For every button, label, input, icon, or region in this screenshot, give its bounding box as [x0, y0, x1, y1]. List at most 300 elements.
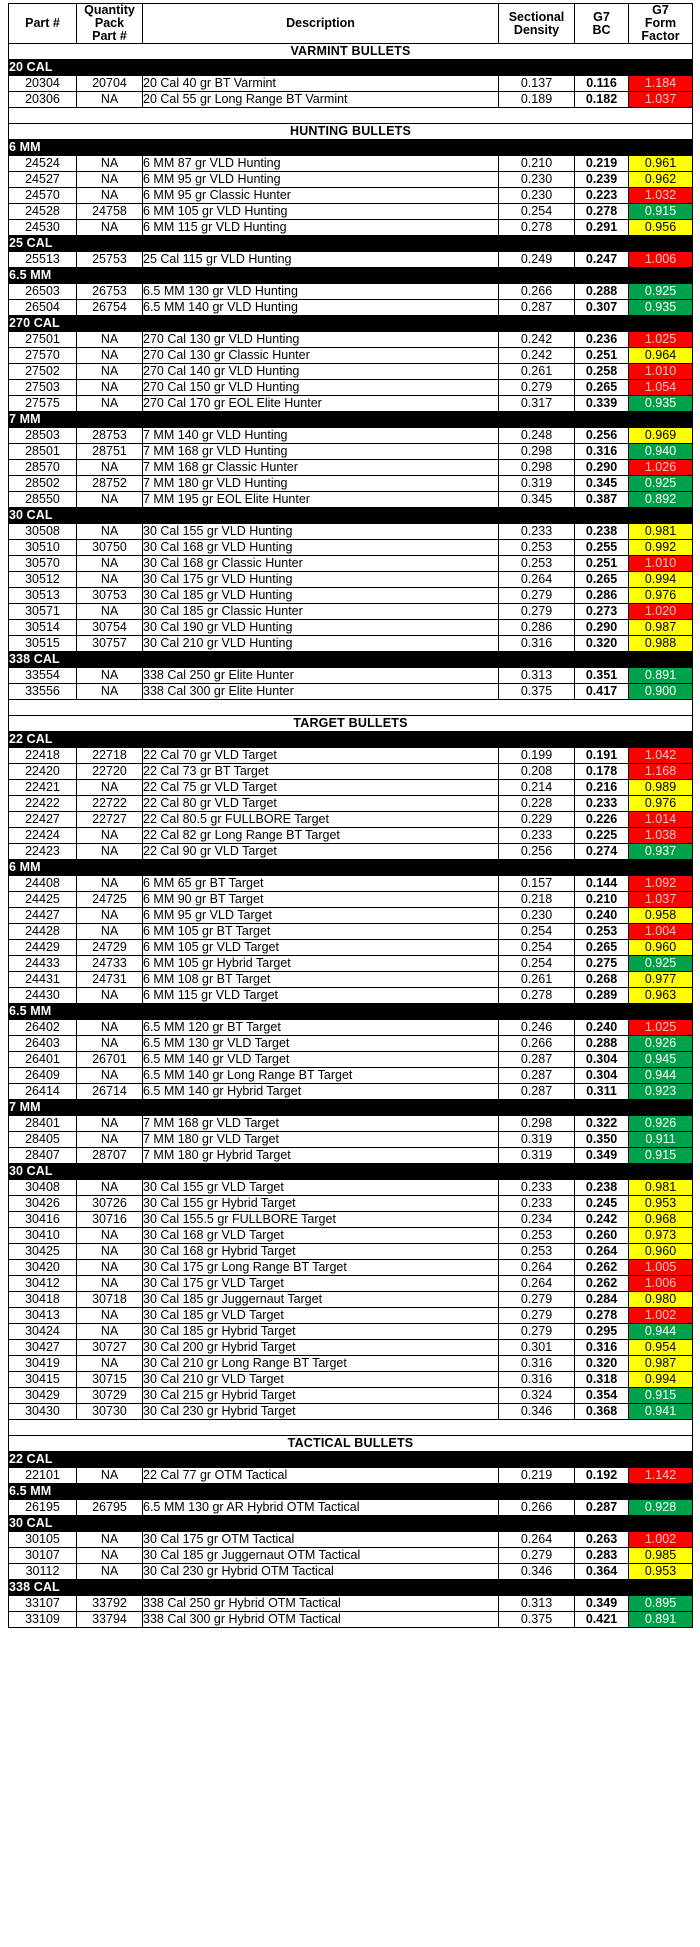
- cell-quantity-pack-part-number: 22722: [77, 796, 143, 812]
- cell-sectional-density: 0.234: [499, 1212, 575, 1228]
- cell-description: 6 MM 115 gr VLD Hunting: [143, 220, 499, 236]
- table-row: [9, 1180, 693, 1196]
- cell-quantity-pack-part-number: NA: [77, 828, 143, 844]
- cell-sectional-density: 0.264: [499, 1260, 575, 1276]
- cell-quantity-pack-part-number: NA: [77, 1132, 143, 1148]
- table-row: [9, 396, 693, 412]
- cell-description: 7 MM 140 gr VLD Hunting: [143, 428, 499, 444]
- cell-g7-bc: 0.265: [575, 572, 629, 588]
- cell-g7-form-factor: 0.961: [629, 156, 693, 172]
- cell-quantity-pack-part-number: NA: [77, 668, 143, 684]
- cell-g7-bc: 0.290: [575, 460, 629, 476]
- table-row: [9, 1116, 693, 1132]
- cell-sectional-density: 0.229: [499, 812, 575, 828]
- cell-g7-form-factor: 0.987: [629, 620, 693, 636]
- caliber-header-label: 6.5 MM: [9, 1004, 693, 1020]
- cell-g7-form-factor: 0.988: [629, 636, 693, 652]
- cell-quantity-pack-part-number: NA: [77, 364, 143, 380]
- cell-part-number: 33107: [9, 1596, 77, 1612]
- cell-description: 22 Cal 73 gr BT Target: [143, 764, 499, 780]
- cell-part-number: 26503: [9, 284, 77, 300]
- cell-part-number: 24428: [9, 924, 77, 940]
- cell-sectional-density: 0.208: [499, 764, 575, 780]
- cell-sectional-density: 0.278: [499, 220, 575, 236]
- cell-g7-form-factor: 0.935: [629, 300, 693, 316]
- cell-sectional-density: 0.316: [499, 1356, 575, 1372]
- cell-description: 30 Cal 175 gr Long Range BT Target: [143, 1260, 499, 1276]
- cell-quantity-pack-part-number: NA: [77, 1532, 143, 1548]
- cell-g7-bc: 0.238: [575, 524, 629, 540]
- cell-quantity-pack-part-number: 26701: [77, 1052, 143, 1068]
- cell-g7-form-factor: 1.168: [629, 764, 693, 780]
- cell-g7-bc: 0.283: [575, 1548, 629, 1564]
- cell-description: 6 MM 115 gr VLD Target: [143, 988, 499, 1004]
- cell-part-number: 28502: [9, 476, 77, 492]
- cell-part-number: 30426: [9, 1196, 77, 1212]
- cell-description: 7 MM 168 gr VLD Target: [143, 1116, 499, 1132]
- table-row: [9, 1244, 693, 1260]
- cell-quantity-pack-part-number: NA: [77, 188, 143, 204]
- cell-description: 270 Cal 170 gr EOL Elite Hunter: [143, 396, 499, 412]
- cell-part-number: 24433: [9, 956, 77, 972]
- cell-g7-bc: 0.350: [575, 1132, 629, 1148]
- cell-g7-bc: 0.256: [575, 428, 629, 444]
- caliber-header-label: 20 CAL: [9, 60, 693, 76]
- cell-part-number: 30107: [9, 1548, 77, 1564]
- caliber-header-label: 338 CAL: [9, 1580, 693, 1596]
- cell-g7-form-factor: 0.989: [629, 780, 693, 796]
- cell-quantity-pack-part-number: 30750: [77, 540, 143, 556]
- table-row: [9, 620, 693, 636]
- cell-sectional-density: 0.233: [499, 828, 575, 844]
- cell-quantity-pack-part-number: 26754: [77, 300, 143, 316]
- cell-g7-form-factor: 0.994: [629, 1372, 693, 1388]
- cell-sectional-density: 0.298: [499, 1116, 575, 1132]
- cell-quantity-pack-part-number: 30726: [77, 1196, 143, 1212]
- cell-g7-bc: 0.284: [575, 1292, 629, 1308]
- table-row: [9, 684, 693, 700]
- table-row: [9, 924, 693, 940]
- table-row: [9, 380, 693, 396]
- cell-g7-bc: 0.291: [575, 220, 629, 236]
- cell-g7-form-factor: 1.038: [629, 828, 693, 844]
- cell-sectional-density: 0.157: [499, 876, 575, 892]
- cell-sectional-density: 0.279: [499, 604, 575, 620]
- cell-sectional-density: 0.346: [499, 1404, 575, 1420]
- caliber-header-label: 6.5 MM: [9, 1484, 693, 1500]
- cell-g7-form-factor: 1.026: [629, 460, 693, 476]
- table-row: [9, 972, 693, 988]
- cell-part-number: 33109: [9, 1612, 77, 1628]
- cell-g7-form-factor: 0.987: [629, 1356, 693, 1372]
- cell-part-number: 24524: [9, 156, 77, 172]
- cell-sectional-density: 0.279: [499, 1308, 575, 1324]
- caliber-header-row: [9, 1516, 693, 1532]
- cell-part-number: 22422: [9, 796, 77, 812]
- cell-quantity-pack-part-number: 22718: [77, 748, 143, 764]
- cell-g7-form-factor: 1.037: [629, 892, 693, 908]
- caliber-header-row: [9, 268, 693, 284]
- table-row: [9, 1308, 693, 1324]
- caliber-header-label: 7 MM: [9, 1100, 693, 1116]
- cell-part-number: 30413: [9, 1308, 77, 1324]
- cell-quantity-pack-part-number: NA: [77, 1260, 143, 1276]
- table-row: [9, 892, 693, 908]
- table-row: [9, 524, 693, 540]
- cell-part-number: 24528: [9, 204, 77, 220]
- caliber-header-row: [9, 140, 693, 156]
- cell-g7-bc: 0.191: [575, 748, 629, 764]
- cell-quantity-pack-part-number: NA: [77, 1564, 143, 1580]
- cell-sectional-density: 0.324: [499, 1388, 575, 1404]
- caliber-header-label: 338 CAL: [9, 652, 693, 668]
- cell-g7-form-factor: 1.002: [629, 1308, 693, 1324]
- cell-description: 338 Cal 300 gr Hybrid OTM Tactical: [143, 1612, 499, 1628]
- cell-part-number: 22418: [9, 748, 77, 764]
- caliber-header-label: 7 MM: [9, 412, 693, 428]
- cell-sectional-density: 0.230: [499, 188, 575, 204]
- cell-g7-form-factor: 0.895: [629, 1596, 693, 1612]
- table-row: [9, 364, 693, 380]
- cell-description: 30 Cal 185 gr Juggernaut Target: [143, 1292, 499, 1308]
- cell-sectional-density: 0.287: [499, 1084, 575, 1100]
- cell-part-number: 20306: [9, 92, 77, 108]
- table-row: [9, 764, 693, 780]
- cell-description: 7 MM 180 gr Hybrid Target: [143, 1148, 499, 1164]
- cell-part-number: 33554: [9, 668, 77, 684]
- table-row: [9, 780, 693, 796]
- cell-part-number: 30416: [9, 1212, 77, 1228]
- cell-g7-bc: 0.307: [575, 300, 629, 316]
- cell-sectional-density: 0.279: [499, 1292, 575, 1308]
- cell-part-number: 24427: [9, 908, 77, 924]
- cell-g7-form-factor: 0.900: [629, 684, 693, 700]
- cell-description: 6 MM 95 gr VLD Hunting: [143, 172, 499, 188]
- cell-description: 270 Cal 130 gr Classic Hunter: [143, 348, 499, 364]
- cell-sectional-density: 0.279: [499, 380, 575, 396]
- cell-g7-form-factor: 1.002: [629, 1532, 693, 1548]
- table-row: [9, 876, 693, 892]
- cell-sectional-density: 0.189: [499, 92, 575, 108]
- cell-quantity-pack-part-number: NA: [77, 524, 143, 540]
- cell-part-number: 24570: [9, 188, 77, 204]
- cell-description: 338 Cal 300 gr Elite Hunter: [143, 684, 499, 700]
- cell-g7-bc: 0.192: [575, 1468, 629, 1484]
- cell-description: 30 Cal 175 gr VLD Target: [143, 1276, 499, 1292]
- cell-sectional-density: 0.316: [499, 636, 575, 652]
- cell-quantity-pack-part-number: 24731: [77, 972, 143, 988]
- cell-sectional-density: 0.375: [499, 1612, 575, 1628]
- cell-quantity-pack-part-number: 30729: [77, 1388, 143, 1404]
- cell-g7-form-factor: 0.973: [629, 1228, 693, 1244]
- cell-g7-form-factor: 1.010: [629, 556, 693, 572]
- cell-description: 30 Cal 190 gr VLD Hunting: [143, 620, 499, 636]
- cell-part-number: 28401: [9, 1116, 77, 1132]
- cell-quantity-pack-part-number: NA: [77, 604, 143, 620]
- cell-description: 22 Cal 70 gr VLD Target: [143, 748, 499, 764]
- cell-sectional-density: 0.218: [499, 892, 575, 908]
- cell-g7-form-factor: 1.005: [629, 1260, 693, 1276]
- cell-sectional-density: 0.233: [499, 1196, 575, 1212]
- cell-description: 6 MM 95 gr VLD Target: [143, 908, 499, 924]
- cell-g7-form-factor: 0.963: [629, 988, 693, 1004]
- cell-g7-bc: 0.288: [575, 284, 629, 300]
- cell-sectional-density: 0.266: [499, 1036, 575, 1052]
- cell-sectional-density: 0.287: [499, 300, 575, 316]
- table-row: [9, 1228, 693, 1244]
- caliber-header-label: 22 CAL: [9, 1452, 693, 1468]
- cell-g7-bc: 0.178: [575, 764, 629, 780]
- caliber-header-row: [9, 1100, 693, 1116]
- table-row: [9, 828, 693, 844]
- cell-g7-bc: 0.387: [575, 492, 629, 508]
- cell-part-number: 30424: [9, 1324, 77, 1340]
- cell-sectional-density: 0.279: [499, 1548, 575, 1564]
- cell-quantity-pack-part-number: NA: [77, 1068, 143, 1084]
- table-row: [9, 476, 693, 492]
- cell-part-number: 30571: [9, 604, 77, 620]
- table-row: [9, 1564, 693, 1580]
- cell-quantity-pack-part-number: 30718: [77, 1292, 143, 1308]
- cell-g7-bc: 0.351: [575, 668, 629, 684]
- cell-g7-bc: 0.144: [575, 876, 629, 892]
- cell-quantity-pack-part-number: 25753: [77, 252, 143, 268]
- table-row: [9, 540, 693, 556]
- cell-description: 22 Cal 80 gr VLD Target: [143, 796, 499, 812]
- cell-part-number: 30408: [9, 1180, 77, 1196]
- cell-quantity-pack-part-number: 30727: [77, 1340, 143, 1356]
- cell-part-number: 27503: [9, 380, 77, 396]
- cell-description: 6 MM 87 gr VLD Hunting: [143, 156, 499, 172]
- table-row: [9, 172, 693, 188]
- cell-quantity-pack-part-number: 28751: [77, 444, 143, 460]
- cell-g7-form-factor: 1.006: [629, 252, 693, 268]
- cell-description: 30 Cal 168 gr Hybrid Target: [143, 1244, 499, 1260]
- cell-g7-bc: 0.182: [575, 92, 629, 108]
- cell-sectional-density: 0.254: [499, 940, 575, 956]
- cell-description: 30 Cal 155 gr Hybrid Target: [143, 1196, 499, 1212]
- cell-g7-form-factor: 0.925: [629, 476, 693, 492]
- table-row: [9, 156, 693, 172]
- cell-description: 6 MM 108 gr BT Target: [143, 972, 499, 988]
- cell-description: 30 Cal 230 gr Hybrid OTM Tactical: [143, 1564, 499, 1580]
- table-body: [9, 44, 693, 1628]
- cell-part-number: 28501: [9, 444, 77, 460]
- cell-quantity-pack-part-number: NA: [77, 348, 143, 364]
- cell-g7-bc: 0.295: [575, 1324, 629, 1340]
- cell-g7-form-factor: 0.953: [629, 1564, 693, 1580]
- cell-g7-form-factor: 1.037: [629, 92, 693, 108]
- cell-g7-bc: 0.316: [575, 1340, 629, 1356]
- cell-description: 20 Cal 55 gr Long Range BT Varmint: [143, 92, 499, 108]
- cell-part-number: 22423: [9, 844, 77, 860]
- cell-g7-form-factor: 1.004: [629, 924, 693, 940]
- caliber-header-row: [9, 1484, 693, 1500]
- cell-part-number: 28570: [9, 460, 77, 476]
- cell-description: 30 Cal 168 gr VLD Hunting: [143, 540, 499, 556]
- cell-sectional-density: 0.137: [499, 76, 575, 92]
- caliber-header-row: [9, 1004, 693, 1020]
- cell-part-number: 30425: [9, 1244, 77, 1260]
- table-row: [9, 444, 693, 460]
- cell-quantity-pack-part-number: NA: [77, 780, 143, 796]
- cell-g7-form-factor: 0.962: [629, 172, 693, 188]
- cell-quantity-pack-part-number: NA: [77, 1468, 143, 1484]
- cell-part-number: 30419: [9, 1356, 77, 1372]
- cell-sectional-density: 0.233: [499, 524, 575, 540]
- cell-quantity-pack-part-number: NA: [77, 156, 143, 172]
- cell-g7-bc: 0.236: [575, 332, 629, 348]
- cell-description: 20 Cal 40 gr BT Varmint: [143, 76, 499, 92]
- cell-part-number: 26504: [9, 300, 77, 316]
- cell-sectional-density: 0.219: [499, 1468, 575, 1484]
- cell-sectional-density: 0.266: [499, 284, 575, 300]
- table-header-row: [9, 4, 693, 44]
- cell-quantity-pack-part-number: NA: [77, 172, 143, 188]
- cell-sectional-density: 0.316: [499, 1372, 575, 1388]
- cell-sectional-density: 0.286: [499, 620, 575, 636]
- table-row: [9, 76, 693, 92]
- cell-description: 30 Cal 185 gr Hybrid Target: [143, 1324, 499, 1340]
- cell-quantity-pack-part-number: NA: [77, 556, 143, 572]
- caliber-header-row: [9, 236, 693, 252]
- cell-description: 30 Cal 210 gr VLD Target: [143, 1372, 499, 1388]
- cell-description: 6 MM 105 gr BT Target: [143, 924, 499, 940]
- cell-g7-form-factor: 0.926: [629, 1116, 693, 1132]
- table-row: [9, 1292, 693, 1308]
- cell-g7-form-factor: 0.992: [629, 540, 693, 556]
- cell-part-number: 30415: [9, 1372, 77, 1388]
- cell-g7-form-factor: 0.953: [629, 1196, 693, 1212]
- cell-part-number: 30570: [9, 556, 77, 572]
- cell-g7-form-factor: 1.032: [629, 188, 693, 204]
- cell-part-number: 27570: [9, 348, 77, 364]
- cell-description: 30 Cal 185 gr Juggernaut OTM Tactical: [143, 1548, 499, 1564]
- table-row: [9, 1356, 693, 1372]
- section-title-row: [9, 1436, 693, 1452]
- cell-g7-bc: 0.226: [575, 812, 629, 828]
- caliber-header-row: [9, 1452, 693, 1468]
- caliber-header-row: [9, 732, 693, 748]
- cell-g7-form-factor: 1.184: [629, 76, 693, 92]
- section-title-row: [9, 124, 693, 140]
- cell-description: 270 Cal 130 gr VLD Hunting: [143, 332, 499, 348]
- table-row: [9, 1532, 693, 1548]
- table-row: [9, 572, 693, 588]
- cell-sectional-density: 0.287: [499, 1068, 575, 1084]
- cell-quantity-pack-part-number: 28753: [77, 428, 143, 444]
- cell-g7-form-factor: 0.976: [629, 796, 693, 812]
- table-row: [9, 956, 693, 972]
- caliber-header-label: 25 CAL: [9, 236, 693, 252]
- cell-description: 6 MM 105 gr VLD Target: [143, 940, 499, 956]
- cell-part-number: 30510: [9, 540, 77, 556]
- table-row: [9, 604, 693, 620]
- cell-description: 7 MM 180 gr VLD Target: [143, 1132, 499, 1148]
- cell-quantity-pack-part-number: 30754: [77, 620, 143, 636]
- cell-description: 270 Cal 150 gr VLD Hunting: [143, 380, 499, 396]
- table-row: [9, 348, 693, 364]
- caliber-header-label: 6 MM: [9, 860, 693, 876]
- cell-g7-bc: 0.278: [575, 1308, 629, 1324]
- cell-sectional-density: 0.319: [499, 1132, 575, 1148]
- cell-description: 30 Cal 175 gr VLD Hunting: [143, 572, 499, 588]
- cell-g7-bc: 0.264: [575, 1244, 629, 1260]
- cell-sectional-density: 0.230: [499, 908, 575, 924]
- cell-part-number: 26414: [9, 1084, 77, 1100]
- cell-description: 22 Cal 82 gr Long Range BT Target: [143, 828, 499, 844]
- cell-g7-bc: 0.287: [575, 1500, 629, 1516]
- cell-sectional-density: 0.249: [499, 252, 575, 268]
- cell-g7-form-factor: 0.960: [629, 1244, 693, 1260]
- cell-quantity-pack-part-number: NA: [77, 844, 143, 860]
- cell-g7-bc: 0.286: [575, 588, 629, 604]
- cell-quantity-pack-part-number: 28752: [77, 476, 143, 492]
- cell-g7-bc: 0.364: [575, 1564, 629, 1580]
- cell-g7-bc: 0.274: [575, 844, 629, 860]
- cell-part-number: 30513: [9, 588, 77, 604]
- cell-quantity-pack-part-number: 30753: [77, 588, 143, 604]
- cell-quantity-pack-part-number: 30715: [77, 1372, 143, 1388]
- section-title-label: VARMINT BULLETS: [9, 44, 693, 60]
- caliber-header-label: 30 CAL: [9, 1164, 693, 1180]
- cell-g7-form-factor: 0.969: [629, 428, 693, 444]
- cell-g7-form-factor: 1.014: [629, 812, 693, 828]
- cell-part-number: 24430: [9, 988, 77, 1004]
- cell-description: 6.5 MM 140 gr Hybrid Target: [143, 1084, 499, 1100]
- cell-g7-form-factor: 0.980: [629, 1292, 693, 1308]
- cell-g7-bc: 0.265: [575, 380, 629, 396]
- cell-sectional-density: 0.319: [499, 1148, 575, 1164]
- cell-quantity-pack-part-number: NA: [77, 220, 143, 236]
- cell-g7-bc: 0.242: [575, 1212, 629, 1228]
- cell-g7-bc: 0.320: [575, 1356, 629, 1372]
- caliber-header-row: [9, 652, 693, 668]
- cell-description: 270 Cal 140 gr VLD Hunting: [143, 364, 499, 380]
- cell-description: 6 MM 65 gr BT Target: [143, 876, 499, 892]
- cell-g7-bc: 0.288: [575, 1036, 629, 1052]
- column-header-g7-form-factor: G7 Form Factor: [629, 4, 693, 44]
- table-row: [9, 332, 693, 348]
- cell-part-number: 24527: [9, 172, 77, 188]
- cell-quantity-pack-part-number: NA: [77, 1324, 143, 1340]
- cell-g7-form-factor: 1.054: [629, 380, 693, 396]
- cell-part-number: 22420: [9, 764, 77, 780]
- cell-quantity-pack-part-number: 24733: [77, 956, 143, 972]
- cell-quantity-pack-part-number: 33792: [77, 1596, 143, 1612]
- cell-g7-form-factor: 0.935: [629, 396, 693, 412]
- section-title-label: HUNTING BULLETS: [9, 124, 693, 140]
- cell-sectional-density: 0.278: [499, 988, 575, 1004]
- cell-quantity-pack-part-number: NA: [77, 908, 143, 924]
- table-row: [9, 492, 693, 508]
- cell-sectional-density: 0.279: [499, 1324, 575, 1340]
- cell-g7-bc: 0.339: [575, 396, 629, 412]
- cell-g7-bc: 0.238: [575, 1180, 629, 1196]
- table-row: [9, 92, 693, 108]
- cell-g7-bc: 0.345: [575, 476, 629, 492]
- section-title-row: [9, 716, 693, 732]
- cell-quantity-pack-part-number: 26753: [77, 284, 143, 300]
- section-title-label: TARGET BULLETS: [9, 716, 693, 732]
- cell-g7-bc: 0.245: [575, 1196, 629, 1212]
- cell-g7-bc: 0.265: [575, 940, 629, 956]
- cell-sectional-density: 0.264: [499, 1532, 575, 1548]
- cell-description: 6.5 MM 130 gr VLD Hunting: [143, 284, 499, 300]
- cell-description: 6.5 MM 130 gr VLD Target: [143, 1036, 499, 1052]
- cell-sectional-density: 0.317: [499, 396, 575, 412]
- cell-g7-form-factor: 0.940: [629, 444, 693, 460]
